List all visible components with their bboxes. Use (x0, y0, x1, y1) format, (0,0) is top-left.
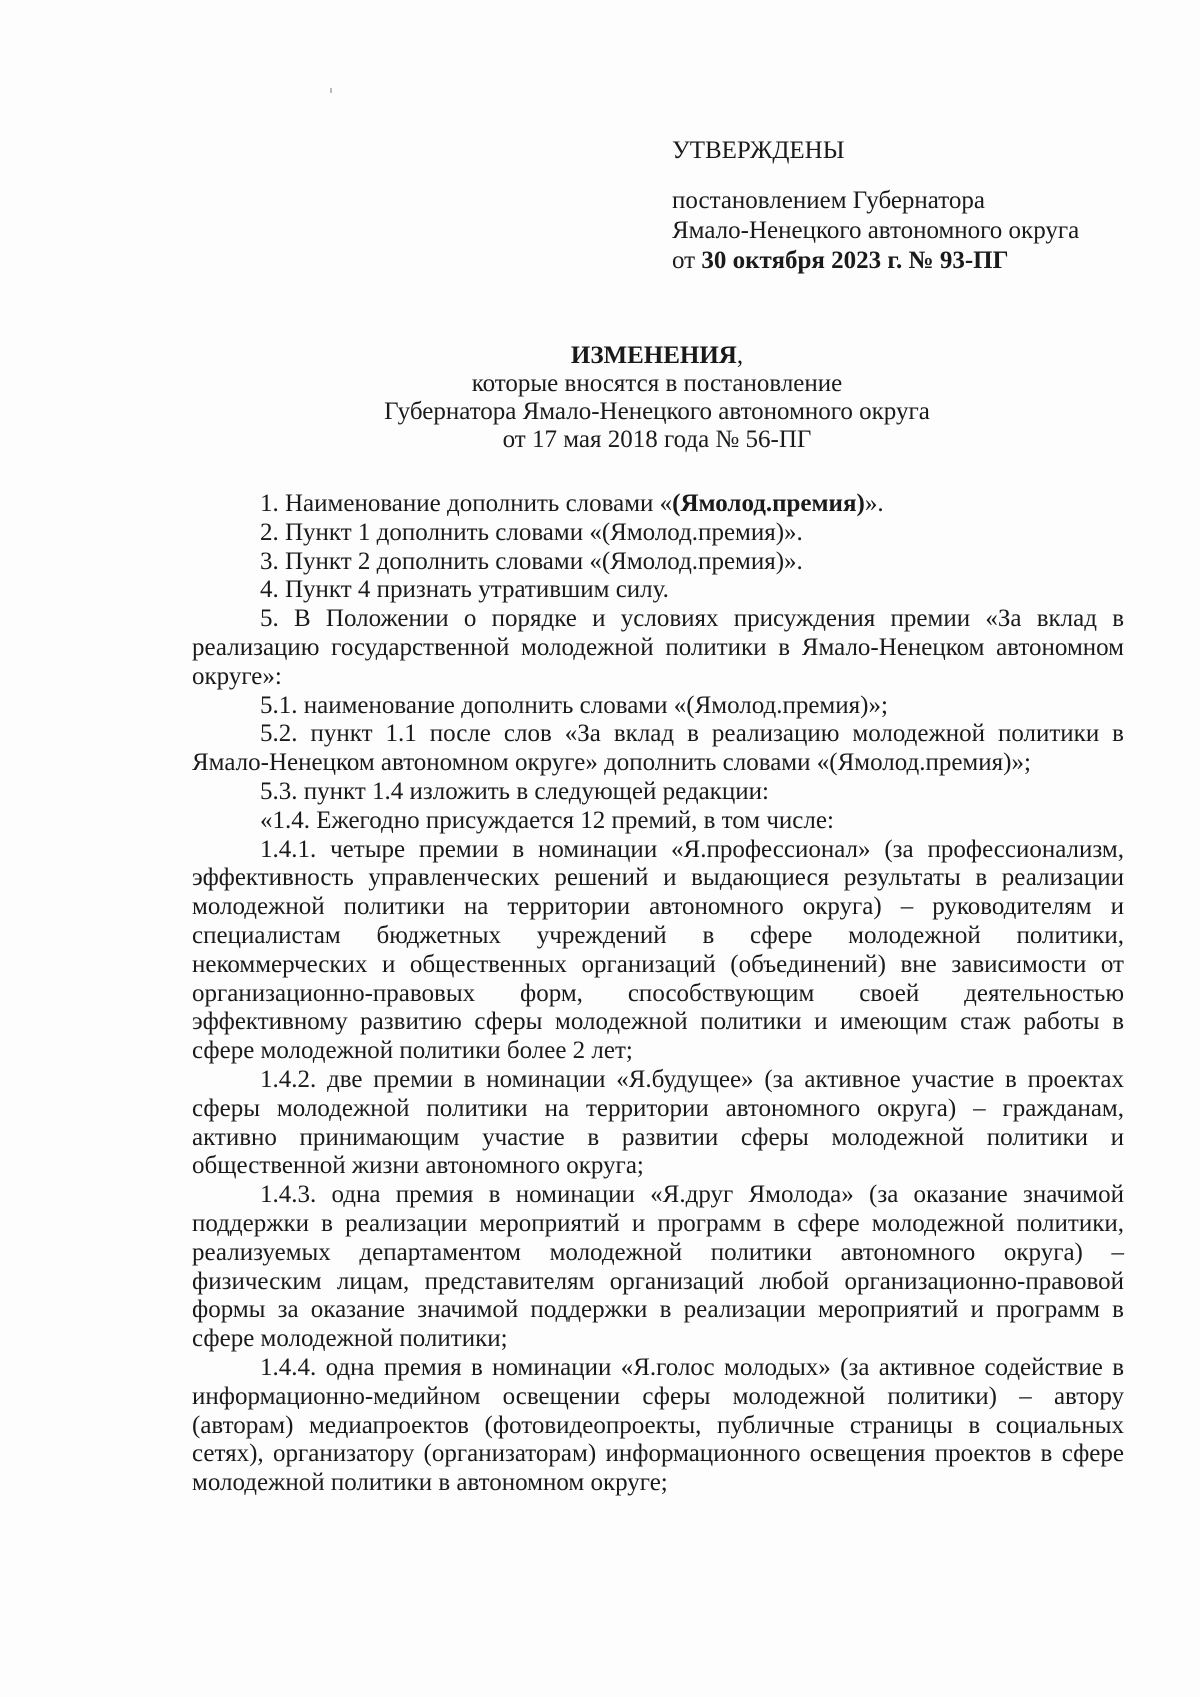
paragraph-3: 3. Пункт 2 дополнить словами «(Ямолод.премия)». (260, 547, 803, 575)
paragraph-1-4-2: 1.4.2. две премии в номинации «Я.будущее» (за активное участие в проектах сферы молодежной политики на территории автономного округа) – гражданам, активно принимающим участие в развитии сферы молодежной политики и общественной жизни автономного округа; (192, 1065, 1124, 1180)
paragraph-5: 5. В Положении о порядке и условиях присуждения премии «За вклад в реализацию государственной молодежной политики в Ямало-Ненецком автономном округе»: (192, 605, 1124, 690)
approval-date-prefix: от (672, 247, 702, 274)
approval-line-2: Ямало-Ненецкого автономного округа (672, 217, 1080, 244)
title-line-3: от 17 мая 2018 года № 56-ПГ (502, 426, 812, 453)
paragraph-1-suffix: ». (864, 490, 884, 517)
paragraph-1 (192, 490, 1124, 519)
paragraph-1-4-4: 1.4.4. одна премия в номинации «Я.голос молодых» (за активное содействие в информационно-медийном освещении сферы молодежной политики) – автору (авторам) медиапроектов (фотовидеопроекты, публичные страницы в социальных сетях), организатору (организаторам) информационного освещения проектов в сфере молодежной политики в автономном округе; (192, 1353, 1124, 1497)
title-line-1: которые вносятся в постановление (471, 370, 843, 397)
paragraph-2: 2. Пункт 1 дополнить словами «(Ямолод.премия)». (260, 518, 803, 546)
approval-line-1: постановлением Губернатора (672, 187, 985, 214)
document-heading (190, 342, 1124, 370)
paragraph-1-4: «1.4. Ежегодно присуждается 12 премий, в том числе: (260, 806, 834, 834)
approval-date-value: 30 октября 2023 г. № 93-ПГ (701, 247, 1009, 274)
paragraph-5-3: 5.3. пункт 1.4 изложить в следующей редакции: (260, 777, 769, 805)
paragraph-1-4-1: 1.4.1. четыре премии в номинации «Я.профессионал» (за профессионализм, эффективность управленческих решений и выдающиеся результаты в реализации молодежной политики на территории автономного округа) – руководителям и специалистам бюджетных учреждений в сфере молодежной политики, некоммерческих и общественных организаций (объединений) вне зависимости от организационно-правовых форм, способствующим своей деятельностью эффективному развитию сферы молодежной политики и имеющим стаж работы в сфере молодежной политики более 2 лет; (192, 835, 1124, 1065)
document-title-block (190, 342, 1124, 454)
paragraph-4: 4. Пункт 4 признать утратившим силу. (260, 576, 669, 604)
document-heading-comma: , (736, 342, 744, 369)
paragraph-1-bold: (Ямолод.премия) (672, 490, 865, 517)
paragraph-1-4-3: 1.4.3. одна премия в номинации «Я.друг Ямолода» (за оказание значимой поддержки в реализации мероприятий и программ в сфере молодежной политики, реализуемых департаментом молодежной политики автономного округа) – физическим лицам, представителям организаций любой организационно-правовой формы за оказание значимой поддержки в реализации мероприятий и программ в сфере молодежной политики; (192, 1181, 1124, 1353)
approved-label: УТВЕРЖДЕНЫ (672, 137, 845, 164)
title-line-2: Губернатора Ямало-Ненецкого автономного округа (384, 398, 930, 425)
document-body (192, 490, 1124, 1498)
paragraph-5-2: 5.2. пункт 1.1 после слов «За вклад в реализацию молодежной политики в Ямало-Ненецком автономном округе» дополнить словами «(Ямолод.премия)»; (192, 720, 1124, 777)
paragraph-5-1: 5.1. наименование дополнить словами «(Ямолод.премия)»; (260, 691, 888, 719)
approval-block (672, 136, 1132, 276)
approval-date-line (672, 246, 1132, 276)
paragraph-1-prefix: 1. Наименование дополнить словами « (260, 490, 673, 517)
scan-speck (330, 88, 332, 93)
document-heading-text: ИЗМЕНЕНИЯ (570, 342, 737, 369)
